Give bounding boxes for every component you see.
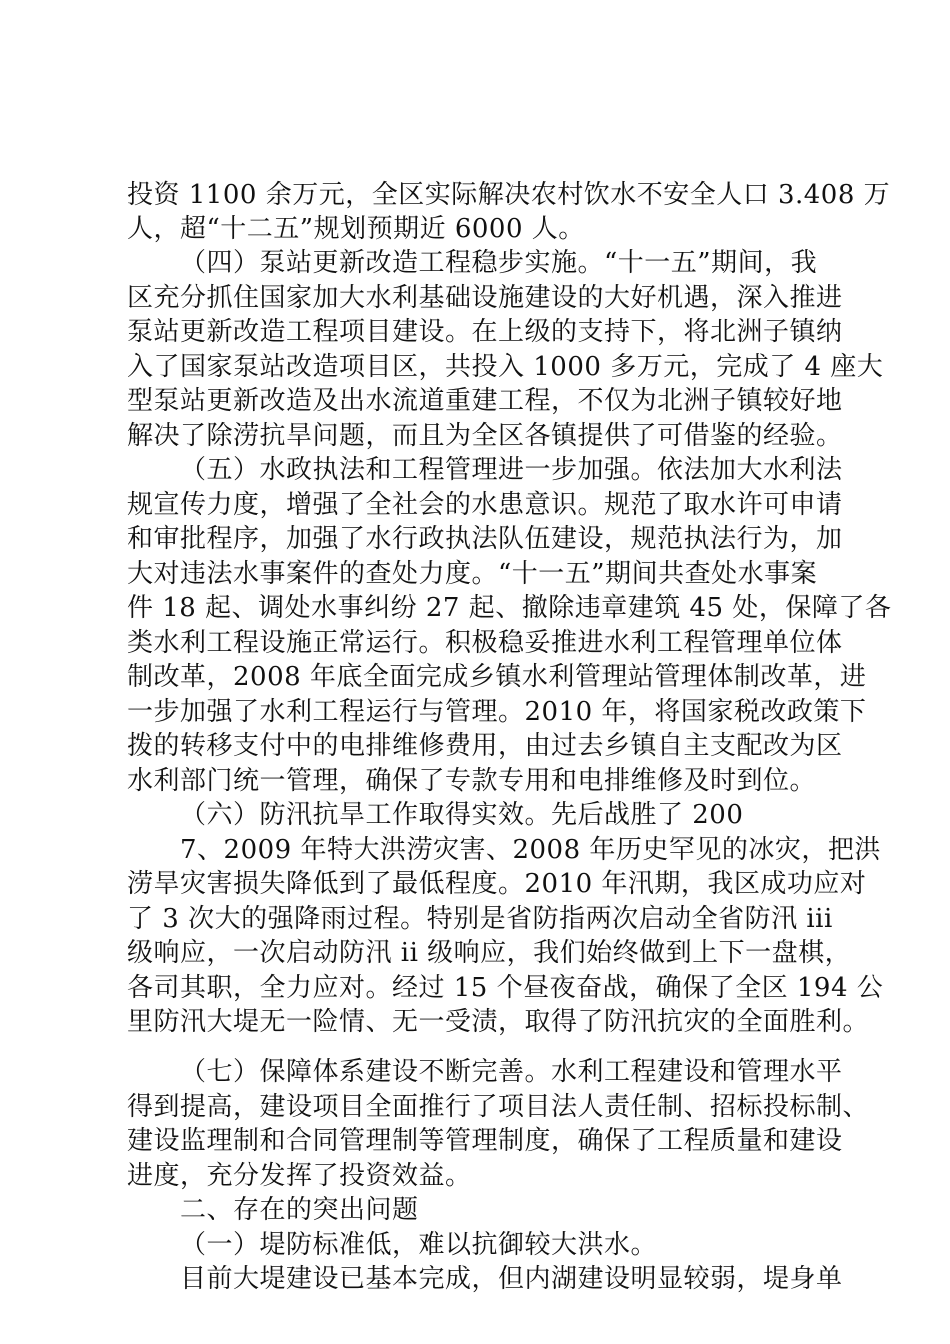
text-line: 规宣传力度，增强了全社会的水患意识。规范了取水许可申请 — [127, 490, 843, 520]
text-line: 得到提高，建设项目全面推行了项目法人责任制、招标投标制、 — [127, 1092, 870, 1122]
text-line: 大对违法水事案件的查处力度。“十一五”期间共查处水事案 — [127, 559, 818, 589]
text-line: 进度，充分发挥了投资效益。 — [127, 1161, 472, 1191]
text-line: 级响应，一次启动防汛 ii 级响应，我们始终做到上下一盘棋， — [127, 938, 852, 968]
text-line: （七）保障体系建设不断完善。水利工程建设和管理水平 — [180, 1057, 843, 1087]
text-line: 型泵站更新改造及出水流道重建工程，不仅为北洲子镇较好地 — [127, 386, 843, 416]
text-line: 和审批程序，加强了水行政执法队伍建设，规范执法行为，加 — [127, 524, 843, 554]
text-line: 件 18 起、调处水事纠纷 27 起、撤除违章建筑 45 处，保障了各 — [127, 593, 892, 623]
text-line: 人，超“十二五”规划预期近 6000 人。 — [127, 214, 585, 244]
text-line: 各司其职，全力应对。经过 15 个昼夜奋战，确保了全区 194 公 — [127, 973, 884, 1003]
text-line: 拨的转移支付中的电排维修费用，由过去乡镇自主支配改为区 — [127, 731, 843, 761]
text-line: 目前大堤建设已基本完成，但内湖建设明显较弱，堤身单 — [180, 1264, 843, 1294]
subsection-heading: （一）堤防标准低，难以抗御较大洪水。 — [180, 1230, 658, 1260]
text-line: 类水利工程设施正常运行。积极稳妥推进水利工程管理单位体 — [127, 628, 843, 658]
text-line: 建设监理制和合同管理制等管理制度，确保了工程质量和建设 — [127, 1126, 843, 1156]
text-line: 泵站更新改造工程项目建设。在上级的支持下，将北洲子镇纳 — [127, 317, 843, 347]
text-line: 区充分抓住国家加大水利基础设施建设的大好机遇，深入推进 — [127, 283, 843, 313]
text-line: （四）泵站更新改造工程稳步实施。“十一五”期间，我 — [180, 248, 818, 278]
text-line: 入了国家泵站改造项目区，共投入 1000 多万元，完成了 4 座大 — [127, 352, 884, 382]
text-line: 7、2009 年特大洪涝灾害、2008 年历史罕见的冰灾，把洪 — [180, 835, 881, 865]
text-line: 一步加强了水利工程运行与管理。2010 年，将国家税改政策下 — [127, 697, 867, 727]
text-line: 投资 1100 余万元，全区实际解决农村饮水不安全人口 3.408 万 — [127, 180, 891, 210]
text-line: 里防汛大堤无一险情、无一受渍，取得了防汛抗灾的全面胜利。 — [127, 1007, 870, 1037]
text-line: 涝旱灾害损失降低到了最低程度。2010 年汛期，我区成功应对 — [127, 869, 867, 899]
text-line: （五）水政执法和工程管理进一步加强。依法加大水利法 — [180, 455, 843, 485]
section-heading: 二、存在的突出问题 — [180, 1195, 419, 1225]
text-line: 了 3 次大的强降雨过程。特别是省防指两次启动全省防汛 iii — [127, 904, 833, 934]
text-line: 水利部门统一管理，确保了专款专用和电排维修及时到位。 — [127, 766, 817, 796]
text-line: 制改革，2008 年底全面完成乡镇水利管理站管理体制改革，进 — [127, 662, 867, 692]
text-line: （六）防汛抗旱工作取得实效。先后战胜了 200 — [180, 800, 744, 830]
text-line: 解决了除涝抗旱问题，而且为全区各镇提供了可借鉴的经验。 — [127, 421, 843, 451]
